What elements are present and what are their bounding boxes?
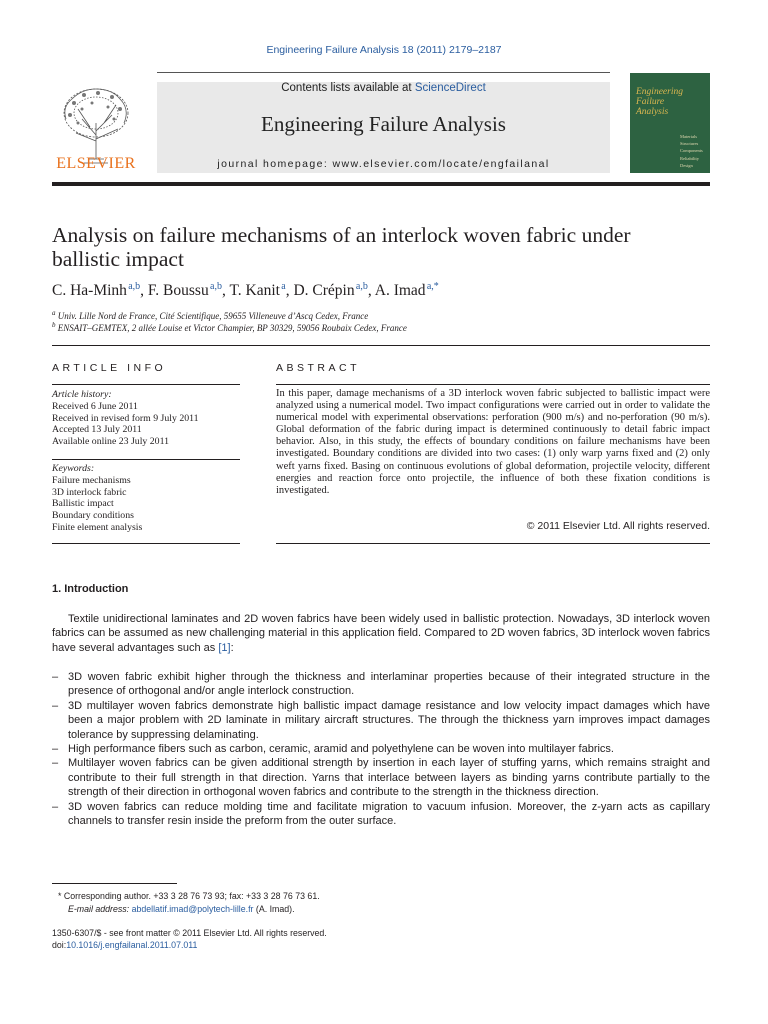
elsevier-logo[interactable]	[52, 79, 140, 175]
article-info-rule	[52, 384, 240, 385]
author-name: D. Crépin	[293, 282, 355, 300]
doi-line	[52, 939, 197, 951]
list-item	[52, 756, 710, 799]
keyword-item: 3D interlock fabric	[52, 486, 127, 498]
history-item: Available online 23 July 2011	[52, 436, 169, 448]
article-history-label: Article history:	[52, 389, 112, 400]
email-label: E-mail address:	[68, 904, 132, 914]
paragraph-text: Textile unidirectional laminates and 2D woven fabrics have been widely used in ballistic protection. Nowadays, 3D interlock woven fabrics can be assumed as new challenging material in this application field. Compared to 2D woven fabrics, 3D interlock woven fabrics have several advantages such as	[52, 613, 710, 654]
cover-title	[636, 87, 683, 117]
issn-line: 1350-6307/$ - see front matter © 2011 Elsevier Ltd. All rights reserved.	[52, 928, 327, 938]
header-rule	[157, 72, 610, 73]
corresponding-author-note: * Corresponding author. +33 3 28 76 73 93; fax: +33 3 28 76 73 61.	[58, 891, 320, 901]
author-affiliation-mark[interactable]: a,b	[128, 281, 141, 292]
author-separator: ,	[367, 282, 375, 300]
history-item: Accepted 13 July 2011	[52, 424, 142, 436]
list-item-text: 3D multilayer woven fabrics demonstrate high ballistic impact damage resistance and low velocity impact damages which have been a major problem with 2D laminate in military aircraft structures. The through the thickness yarn improves impact damages tolerance by suppressing delaminating.	[68, 699, 710, 741]
doi-link[interactable]: 10.1016/j.engfailanal.2011.07.011	[66, 940, 198, 950]
list-item-text: High performance fibers such as carbon, ceramic, aramid and polyethylene can be woven into multilayer fabrics.	[68, 743, 614, 756]
keywords-rule	[52, 459, 240, 460]
author-separator: ,	[285, 282, 294, 300]
history-item: Received 6 June 2011	[52, 400, 138, 412]
affiliation	[52, 321, 407, 333]
author-separator: ,	[221, 282, 230, 300]
list-item	[52, 800, 710, 829]
contents-line	[157, 82, 610, 94]
article-history	[52, 389, 199, 448]
keyword-item: Ballistic impact	[52, 498, 114, 510]
abstract-copyright: © 2011 Elsevier Ltd. All rights reserved.	[526, 520, 710, 532]
cover-topic: Design	[680, 162, 693, 168]
email-link[interactable]: abdellatif.imad@polytech-lille.fr	[131, 904, 254, 914]
list-item-text: 3D woven fabric exhibit higher through the thickness and interlaminar properties because of their integrated structure in the presence of orthogonal and/or angle interlock construction.	[68, 671, 710, 698]
header-divider	[52, 182, 710, 186]
contents-prefix: Contents lists available at	[281, 82, 415, 94]
history-item: Received in revised form 9 July 2011	[52, 412, 199, 424]
abstract-rule	[276, 384, 710, 385]
list-item	[52, 742, 710, 756]
list-item	[52, 699, 710, 742]
list-item-text: 3D woven fabrics can reduce molding time and facilitate migration to vacuum infusion. Moreover, the z-yarn acts as capillary channels to transfer resin inside the preform from the outer surface.	[68, 800, 710, 828]
list-item	[52, 670, 710, 699]
sciencedirect-link[interactable]: ScienceDirect	[414, 82, 486, 94]
reference-link[interactable]: [1]	[218, 641, 231, 654]
author-affiliation-mark[interactable]: a,b	[355, 281, 368, 292]
journal-homepage[interactable]: journal homepage: www.elsevier.com/locate/engfailanal	[217, 158, 550, 170]
email-note	[68, 903, 295, 915]
keywords-label: Keywords:	[52, 463, 95, 474]
cover-topics	[680, 133, 703, 169]
keyword-item: Finite element analysis	[52, 521, 143, 533]
affiliation	[52, 309, 368, 321]
bullet-dash: –	[52, 800, 59, 813]
list-item-text: Multilayer woven fabrics can be given additional strength by insertion in each layer of stuffing yarns, which remains straight and contribute to their full strength in that direction. Yarns that interlace between layers as binding yarns contribute partially to the strength of their direction in orthogonal woven fabrics and contribute to the strength in the thickness direction.	[68, 757, 710, 799]
author-list	[52, 281, 439, 300]
author-separator: ,	[140, 282, 148, 300]
author-affiliation-mark[interactable]: a,b	[210, 281, 222, 292]
bullet-dash: –	[52, 671, 59, 683]
cover-title-line: Analysis	[636, 107, 669, 117]
keyword-item: Failure mechanisms	[52, 474, 131, 486]
keyword-item: Boundary conditions	[52, 510, 134, 522]
author-name: C. Ha-Minh	[52, 282, 127, 300]
bullet-dash: –	[52, 757, 59, 770]
affiliation-text: Univ. Lille Nord de France, Cité Scientifique, 59655 Villeneuve d’Ascq Cedex, France	[57, 311, 369, 321]
journal-banner	[157, 82, 610, 173]
journal-cover[interactable]	[630, 73, 710, 173]
journal-title: Engineering Failure Analysis	[261, 112, 506, 136]
bullet-dash: –	[52, 743, 59, 756]
cover-title-line: Failure	[636, 97, 665, 107]
article-info-bottom-rule	[52, 543, 240, 544]
abstract-bottom-rule	[276, 543, 710, 544]
author-affiliation-mark[interactable]: a,*	[426, 281, 439, 292]
affiliation-mark: a	[52, 309, 56, 317]
journal-citation[interactable]: Engineering Failure Analysis 18 (2011) 2179–2187	[266, 44, 502, 56]
abstract-text: In this paper, damage mechanisms of a 3D interlock woven fabric subjected to ballistic impact were analyzed using a numerical model. Two impact configurations were carried out in order to validate the numerical model with experimental observations: perforation (900 m/s) and no-perforation (90 m/s). Global deformation of the fabric during impact is determined continuously to detail fabric impact behavior. Also, in this study, the effects of boundary conditions on failure mechanisms have been investigated. Boundary conditions are divided into two cases: (1) only warp yarns fixed and (2) only weft yarns fixed. Basing on continuous evolutions of global deformation, projectile velocity, different energies and reaction force onto projectile, the influence of both these fixation conditions is investigated.	[276, 388, 710, 496]
abstract-heading: ABSTRACT	[276, 362, 361, 374]
paragraph-text: :	[230, 641, 234, 654]
advantages-list	[52, 670, 710, 828]
cover-title-line: Engineering	[636, 87, 683, 97]
author-affiliation-mark[interactable]: a	[281, 281, 286, 292]
article-title: Analysis on failure mechanisms of an interlock woven fabric under ballistic impact	[52, 223, 631, 271]
doi-label: doi:	[52, 940, 67, 950]
footnote-rule	[52, 883, 177, 884]
affiliation-mark: b	[52, 321, 56, 329]
article-info-heading: ARTICLE INFO	[52, 362, 167, 374]
author-name: F. Boussu	[147, 282, 209, 300]
author-name: A. Imad	[374, 282, 426, 300]
section-divider	[52, 345, 710, 346]
cover-topic: Structures	[680, 141, 699, 147]
introduction-heading: 1. Introduction	[52, 583, 129, 595]
cover-topic: Materials	[680, 134, 697, 139]
elsevier-wordmark: ELSEVIER	[56, 155, 136, 172]
author-name: T. Kanit	[229, 282, 280, 300]
cover-topic: Reliability	[680, 155, 699, 161]
keywords	[52, 463, 142, 534]
cover-topic: Components	[680, 148, 703, 154]
affiliation-text: ENSAIT–GEMTEX, 2 allée Louise et Victor Champier, BP 30329, 59056 Roubaix Cedex, France	[57, 323, 407, 333]
bullet-dash: –	[52, 699, 59, 712]
introduction-paragraph	[52, 612, 710, 655]
email-suffix: (A. Imad).	[253, 904, 295, 914]
